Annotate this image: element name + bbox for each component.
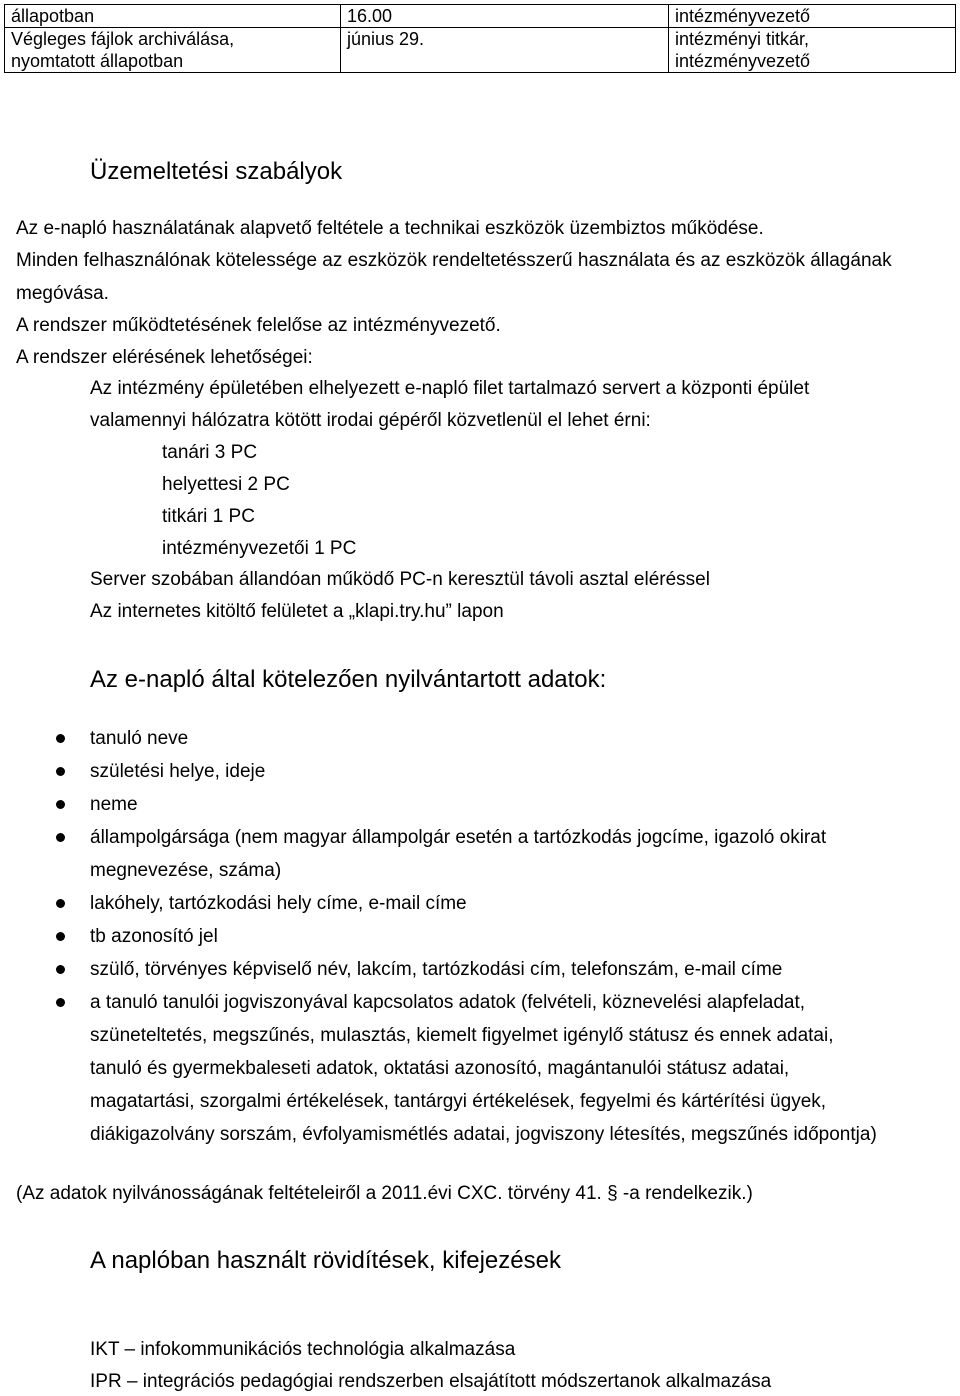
bullet-icon <box>56 800 65 809</box>
table-row <box>5 5 956 28</box>
abbreviation-item-ikt: IKT – infokommunikációs technológia alkalmazása <box>90 1339 516 1360</box>
paragraph-basic-condition: Az e-napló használatának alapvető feltétele a technikai eszközök üzembiztos működése. <box>16 218 764 239</box>
list-item: a tanuló tanulói jogviszonyával kapcsolatos adatok (felvételi, köznevelési alapfeladat, <box>90 992 806 1013</box>
list-item: diákigazolvány sorszám, évfolyamismétlés adatai, jogviszony létesítés, megszűnés időpontja) <box>90 1124 877 1145</box>
paragraph-user-duty-line2: megóvása. <box>16 283 109 304</box>
list-item: megnevezése, száma) <box>90 860 282 881</box>
bullet-icon <box>56 833 65 842</box>
list-item: magatartási, szorgalmi értékelések, tantárgyi értékelések, fegyelmi és kártérítési ügyek, <box>90 1091 827 1112</box>
legal-note: (Az adatok nyilvánosságának feltételeiről a 2011.évi CXC. törvény 41. § -a rendelkezik.) <box>16 1183 753 1204</box>
section-title-mandatory-data: Az e-napló által kötelezően nyilvántartott adatok: <box>90 666 607 693</box>
list-item: tanuló neve <box>90 728 189 749</box>
list-item: lakóhely, tartózkodási hely címe, e-mail címe <box>90 893 467 914</box>
table-cell <box>341 5 669 28</box>
list-item: szüneteltetés, megszűnés, mulasztás, kiemelt figyelmet igénylő státusz és ennek adatai, <box>90 1025 834 1046</box>
pc-item: tanári 3 PC <box>162 442 258 463</box>
cell-text: Végleges fájlok archiválása, <box>11 29 235 49</box>
paragraph-user-duty-line1: Minden felhasználónak kötelessége az eszközök rendeltetésszerű használata és az eszközök állagának <box>16 250 892 271</box>
table-cell <box>5 28 341 73</box>
table-cell <box>341 28 669 73</box>
table-cell <box>669 28 956 73</box>
cell-text: intézményvezető <box>675 51 811 71</box>
paragraph-access-options: A rendszer elérésének lehetőségei: <box>16 347 313 368</box>
bullet-icon <box>56 998 65 1007</box>
cell-text: június 29. <box>347 29 425 49</box>
section-title-operation-rules: Üzemeltetési szabályok <box>90 158 343 185</box>
bullet-icon <box>56 734 65 743</box>
cell-text: állapotban <box>11 6 95 26</box>
bullet-icon <box>56 899 65 908</box>
abbreviation-item-ipr: IPR – integrációs pedagógiai rendszerben elsajátított módszertanok alkalmazása <box>90 1371 772 1392</box>
pc-item: intézményvezetői 1 PC <box>162 538 357 559</box>
table-cell <box>5 5 341 28</box>
list-item: születési helye, ideje <box>90 761 266 782</box>
paragraph-web-interface: Az internetes kitöltő felületet a „klapi.try.hu” lapon <box>90 601 504 622</box>
paragraph-responsible: A rendszer működtetésének felelőse az intézményvezető. <box>16 315 501 336</box>
cell-text: nyomtatott állapotban <box>11 51 184 71</box>
list-item: szülő, törvényes képviselő név, lakcím, tartózkodási cím, telefonszám, e-mail címe <box>90 959 783 980</box>
list-item: neme <box>90 794 138 815</box>
table-row <box>5 28 956 73</box>
pc-item: helyettesi 2 PC <box>162 474 290 495</box>
list-item: tb azonosító jel <box>90 926 218 947</box>
cell-text: intézményi titkár, <box>675 29 810 49</box>
paragraph-server-line2: valamennyi hálózatra kötött irodai gépéről közvetlenül el lehet érni: <box>90 410 651 431</box>
table-cell <box>669 5 956 28</box>
pc-item: titkári 1 PC <box>162 506 255 527</box>
paragraph-server-line1: Az intézmény épületében elhelyezett e-napló filet tartalmazó servert a központi épület <box>90 378 810 399</box>
bullet-icon <box>56 767 65 776</box>
list-item: tanuló és gyermekbaleseti adatok, oktatási azonosító, magántanulói státusz adatai, <box>90 1058 790 1079</box>
paragraph-remote-desktop: Server szobában állandóan működő PC-n keresztül távoli asztal eléréssel <box>90 569 710 590</box>
bullet-icon <box>56 932 65 941</box>
list-item: állampolgársága (nem magyar állampolgár esetén a tartózkodás jogcíme, igazoló okirat <box>90 827 827 848</box>
cell-text: 16.00 <box>347 6 393 26</box>
bullet-icon <box>56 965 65 974</box>
cell-text: intézményvezető <box>675 6 811 26</box>
schedule-table <box>4 4 956 73</box>
section-title-abbreviations: A naplóban használt rövidítések, kifejezések <box>90 1247 561 1274</box>
